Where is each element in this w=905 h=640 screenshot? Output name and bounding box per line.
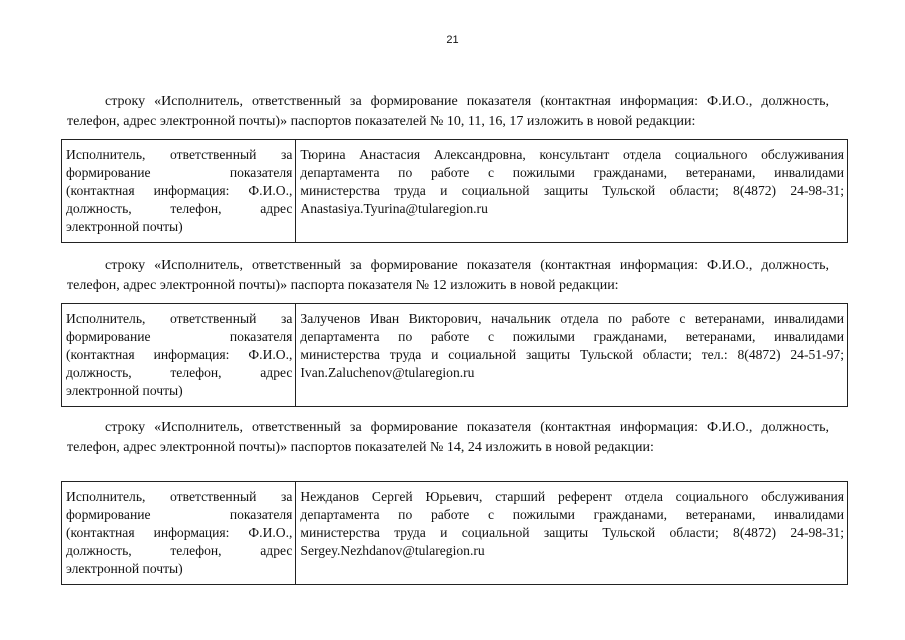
label-line: должность, телефон, адрес [66,543,293,558]
value-line: департамента по работе с пожилыми гражданами, ветеранами, инвалидами [300,165,844,180]
contact-table-2 [61,303,848,407]
instruction-paragraph-3: строку «Исполнитель, ответственный за формирование показателя (контактная информация: Ф.И.О., должность, телефон, адрес электронной почты)» паспортов показателей № 14, 24 изложить в новой редакции: [67,420,829,455]
label-line: электронной почты) [66,561,183,576]
value-line: министерства труда и социальной защиты Тульской области; 8(4872) 24-98-31; [300,525,844,540]
value-cell-3 [296,482,847,584]
value-cell-2 [296,304,847,406]
label-cell-1 [62,140,296,242]
label-line: (контактная информация: Ф.И.О., [66,525,293,540]
email-text: Anastasiya.Tyurina@tularegion.ru [300,201,488,216]
label-line: электронной почты) [66,383,183,398]
label-line: (контактная информация: Ф.И.О., [66,183,293,198]
label-line: формирование показателя [66,507,293,522]
contact-table-1 [61,139,848,243]
label-cell-3 [62,482,296,584]
label-line: электронной почты) [66,219,183,234]
page-number: 21 [446,34,459,46]
label-line: Исполнитель, ответственный за [66,147,293,162]
email-text: Ivan.Zaluchenov@tularegion.ru [300,365,475,380]
value-line: Залученов Иван Викторович, начальник отдела по работе с ветеранами, инвалидами [300,311,844,326]
instruction-paragraph-2: строку «Исполнитель, ответственный за формирование показателя (контактная информация: Ф.И.О., должность, телефон, адрес электронной почты)» паспорта показателя № 12 изложить в новой редакции: [67,258,829,293]
email-text: Sergey.Nezhdanov@tularegion.ru [300,543,485,558]
label-line: Исполнитель, ответственный за [66,489,293,504]
label-line: формирование показателя [66,329,293,344]
value-line: Тюрина Анастасия Александровна, консультант отдела социального обслуживания [300,147,844,162]
instruction-paragraph-1: строку «Исполнитель, ответственный за формирование показателя (контактная информация: Ф.И.О., должность, телефон, адрес электронной почты)» паспортов показателей № 10, 11, 16, 17 изложить в новой редакции: [67,94,829,129]
contact-table-3 [61,481,848,585]
value-line: министерства труда и социальной защиты Тульской области; 8(4872) 24-98-31; [300,183,844,198]
value-line: департамента по работе с пожилыми гражданами, ветеранами, инвалидами [300,507,844,522]
label-line: должность, телефон, адрес [66,365,293,380]
label-line: должность, телефон, адрес [66,201,293,216]
value-line: департамента по работе с пожилыми гражданами, ветеранами, инвалидами [300,329,844,344]
value-line: министерства труда и социальной защиты Тульской области; тел.: 8(4872) 24-51-97; [300,347,844,362]
value-line: Нежданов Сергей Юрьевич, старший референт отдела социального обслуживания [300,489,844,504]
label-line: формирование показателя [66,165,293,180]
label-line: (контактная информация: Ф.И.О., [66,347,293,362]
label-line: Исполнитель, ответственный за [66,311,293,326]
value-cell-1 [296,140,847,242]
label-cell-2 [62,304,296,406]
